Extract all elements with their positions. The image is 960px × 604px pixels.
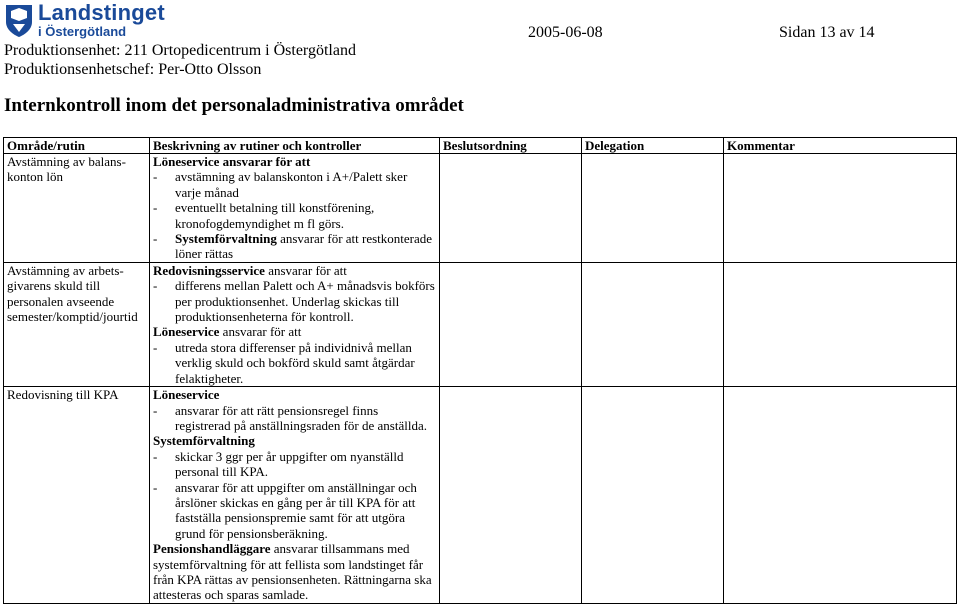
list-item: - Systemförvaltning ansvarar för att restkonterade löner rättas	[153, 231, 433, 262]
column-header: Kommentar	[724, 138, 957, 154]
logo-name: Landstinget	[38, 0, 165, 25]
list-item: - utreda stora differenser på individnivå mellan verklig skuld och bokförd skuld samt åtgärdar felaktigheter.	[153, 339, 415, 386]
column-header: Delegation	[582, 138, 724, 154]
column-header: Beskrivning av rutiner och kontroller	[150, 138, 440, 154]
responsibility-heading: Löneservice ansvarar för att	[153, 154, 311, 169]
table-row	[4, 154, 957, 263]
responsibility-heading: Pensionshandläggare ansvarar tillsammans med systemförvaltning för att fellista som landstinget får från KPA rättas av pensionsenheten. Rättningarna ska attesteras och sparas samlade.	[153, 541, 432, 603]
list-item: - differens mellan Palett och A+ månadsvis bokförs per produktionsenhet. Underlag skickas till produktionsenheterna för kontroll.	[153, 278, 435, 325]
delegation-cell	[582, 262, 724, 386]
table-row	[4, 387, 957, 604]
area-cell: Avstämning av balans-konton lön	[4, 154, 150, 263]
list-item: - ansvarar för att uppgifter om anställningar och årslöner skickas en gång per år till KPA för att fastställa pensionspremie samt för att utgöra grund för pensionsberäkning.	[153, 479, 417, 541]
description-cell	[150, 154, 440, 263]
list-item: - ansvarar för att rätt pensionsregel finns registrerad på anställningsraden för de anställda.	[153, 402, 427, 433]
list-item: - skickar 3 ggr per år uppgifter om nyanställd personal till KPA.	[153, 448, 404, 480]
responsibility-heading: Systemförvaltning	[153, 433, 255, 449]
delegation-cell	[582, 154, 724, 263]
description-cell	[150, 387, 440, 604]
production-unit: Produktionsenhet: 211 Ortopedicentrum i Östergötland	[4, 42, 356, 59]
area-cell: Redovisning till KPA	[4, 387, 150, 604]
area-cell: Avstämning av arbets-givarens skuld till personalen avseende semester/komptid/jourtid	[4, 262, 150, 386]
production-unit-head: Produktionsenhetschef: Per-Otto Olsson	[4, 61, 262, 78]
logo-subtitle: i Östergötland	[38, 24, 127, 39]
table-row	[4, 262, 957, 386]
landstinget-emblem-icon	[4, 2, 34, 38]
description-cell	[150, 262, 440, 386]
page-number: Sidan 13 av 14	[779, 24, 875, 41]
list-item: - eventuellt betalning till konstförening, kronofogdemyndighet m fl görs.	[153, 200, 375, 231]
comment-cell	[724, 154, 957, 263]
responsibility-heading: Redovisningsservice ansvarar för att	[153, 262, 347, 278]
list-item: - avstämning av balanskonton i A+/Palett sker varje månad	[153, 169, 408, 200]
comment-cell	[724, 262, 957, 386]
column-header: Beslutsordning	[440, 138, 582, 154]
comment-cell	[724, 387, 957, 604]
document-title: Internkontroll inom det personaladministrativa området	[4, 95, 464, 116]
control-table	[3, 137, 957, 604]
delegation-cell	[582, 387, 724, 604]
responsibility-heading: Löneservice ansvarar för att	[153, 324, 302, 340]
logo	[4, 2, 165, 38]
responsibility-heading: Löneservice	[153, 387, 220, 403]
table-header-row	[4, 138, 957, 154]
document-date: 2005-06-08	[528, 24, 603, 41]
decision-cell	[440, 262, 582, 386]
decision-cell	[440, 154, 582, 263]
column-header: Område/rutin	[4, 138, 150, 154]
decision-cell	[440, 387, 582, 604]
